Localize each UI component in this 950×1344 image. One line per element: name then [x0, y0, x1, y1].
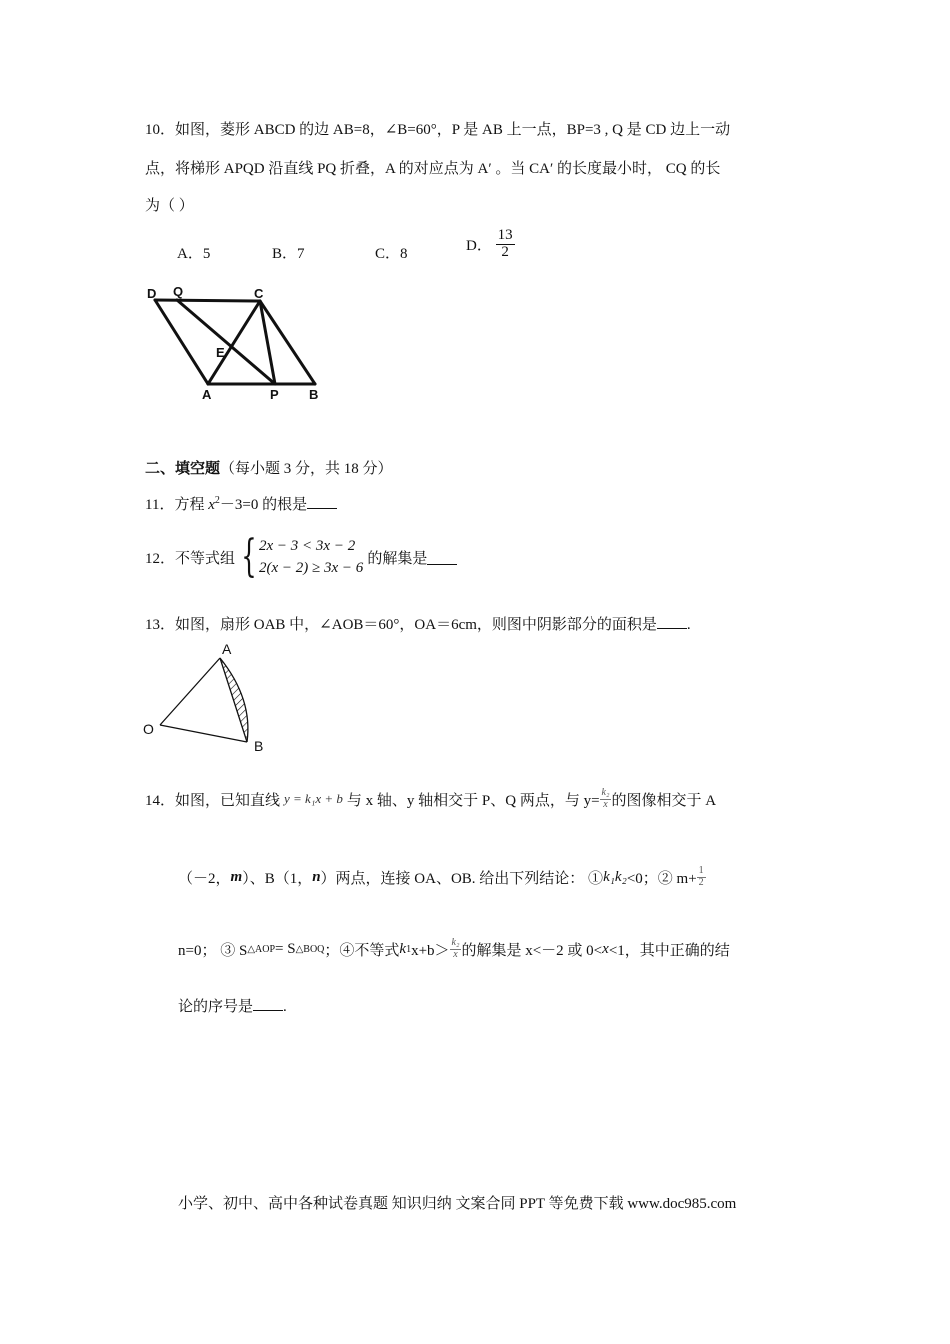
q14-line4	[178, 995, 287, 1016]
q10-option-d	[466, 228, 515, 261]
section-title: 二、填空题	[145, 461, 221, 477]
q14-line1	[145, 788, 716, 810]
line-qp	[177, 300, 275, 384]
q11-suffix: －3=0 的根是	[219, 497, 308, 513]
label-d: D	[147, 286, 157, 301]
left-brace-icon: {	[241, 531, 257, 582]
q14-l3-k: k	[399, 940, 407, 957]
q14-l3-k-sub: 1	[406, 943, 412, 955]
q14-l2-b: ）、B（1，	[242, 870, 313, 887]
q14-l3-x: x	[602, 940, 609, 957]
q11	[145, 493, 337, 514]
q14-frac-num: k₂	[601, 787, 610, 798]
q14-l4: 论的序号是	[178, 999, 254, 1015]
q14-half-den: 2	[698, 876, 704, 888]
line-ac	[208, 301, 260, 384]
q14-frac2-num: k₂	[451, 937, 460, 948]
q14-l1-b: 与 x 轴、y 轴相交于 P、Q 两点，与 y=	[346, 792, 600, 809]
q13	[145, 613, 691, 634]
q14-line-equation: y = k₁x + b	[284, 791, 343, 806]
q14-l3-a: n=0； ③ S	[178, 942, 248, 959]
label-a: A	[222, 641, 232, 657]
q14-frac2-den: x	[453, 948, 458, 960]
q14-l3-sub2: △BOQ	[295, 943, 325, 955]
label-p: P	[270, 387, 279, 402]
q13-end: .	[686, 617, 691, 633]
label-c: C	[254, 286, 264, 301]
radius-oa	[160, 658, 220, 725]
q14-fraction-k2-x	[600, 788, 612, 810]
q14-l2-c: ）两点，连接 OA、OB. 给出下列结论： ①	[320, 870, 604, 887]
rhombus-figure	[140, 280, 340, 405]
section-note: （每小题 3 分，共 18 分）	[220, 461, 393, 477]
q10-option-d-numerator: 13	[497, 227, 513, 243]
q14-l1-c: 的图像相交于 A	[611, 792, 717, 809]
q14-fraction-half	[697, 866, 706, 888]
q14-half-num: 1	[698, 865, 704, 876]
footer-text: 小学、初中、高中各种试卷真题 知识归纳 文案合同 PPT 等免费下载 www.doc985.com	[178, 1196, 737, 1212]
edge-dc	[155, 300, 260, 301]
q14-l3-sub1: △AOP	[247, 943, 276, 955]
q14-l3-e: 的解集是 x<－2 或 0<	[461, 942, 603, 959]
q14-l1-a: 14．如图，已知直线	[145, 792, 281, 809]
q10-option-d-denominator: 2	[501, 243, 509, 260]
q10-option-a: A．5	[177, 246, 211, 262]
q14-l2-a: （－2，	[178, 870, 231, 887]
q12-answer-blank	[427, 549, 457, 565]
q12-suffix: 的解集是	[367, 550, 428, 567]
section-heading	[145, 457, 393, 478]
q14-frac-den: x	[603, 798, 608, 810]
q11-var: x	[208, 497, 215, 513]
label-o: O	[143, 721, 154, 737]
q12-inequality-2: 2(x − 2) ≥ 3x − 6	[259, 560, 364, 576]
q11-answer-blank	[307, 493, 337, 509]
radius-ob	[160, 725, 247, 742]
q10-option-b: B．7	[272, 246, 305, 262]
edge-da	[155, 300, 208, 384]
q11-exp: 2	[214, 495, 220, 506]
q10-line3: 为（ ）	[145, 198, 194, 214]
q14-l4-end: .	[283, 999, 287, 1015]
label-b: B	[309, 387, 319, 402]
q14-l2-d: <0；② m+	[626, 870, 697, 887]
q14-l2-m: m	[230, 868, 243, 885]
q11-prefix: 11．方程	[145, 497, 209, 513]
q10-line1: 10．如图，菱形 ABCD 的边 AB=8，∠B=60°，P 是 AB 上一点，BP=3 , Q 是 CD 边上一动	[145, 122, 731, 138]
q12	[145, 531, 457, 582]
sector-figure	[140, 638, 280, 758]
q10-option-c: C．8	[375, 246, 408, 262]
q10-option-d-label: D．	[466, 237, 492, 254]
q14-fraction-k2-x-2	[450, 938, 462, 960]
q14-answer-blank	[253, 995, 283, 1011]
label-q: Q	[173, 284, 184, 299]
q14-l2-n: n	[312, 868, 321, 885]
q14-l3-d: x+b＞	[411, 942, 450, 959]
label-b: B	[254, 738, 264, 754]
q13-text: 13．如图，扇形 OAB 中，∠AOB＝60°，OA＝6cm，则图中阴影部分的面积是	[145, 617, 657, 633]
q14-line3	[178, 938, 730, 960]
q12-system	[235, 531, 364, 582]
q10-line2: 点，将梯形 APQD 沿直线 PQ 折叠，A 的对应点为 A′ 。当 CA′ 的长度最小时， CQ 的长	[145, 161, 721, 177]
q12-inequality-1: 2x − 3 < 3x − 2	[259, 538, 356, 554]
label-a: A	[202, 387, 212, 402]
q13-answer-blank	[657, 613, 687, 629]
q14-l2-k: k₁k₂	[603, 868, 627, 885]
q12-prefix: 12．不等式组	[145, 550, 236, 567]
label-e: E	[216, 345, 225, 360]
q14-l3-b: = S	[275, 940, 296, 957]
q14-l3-c: ；④不等式	[324, 942, 400, 959]
q10-option-d-fraction	[496, 228, 515, 261]
q14-line2	[178, 866, 706, 888]
q14-l3-f: <1，其中正确的结	[608, 942, 730, 959]
